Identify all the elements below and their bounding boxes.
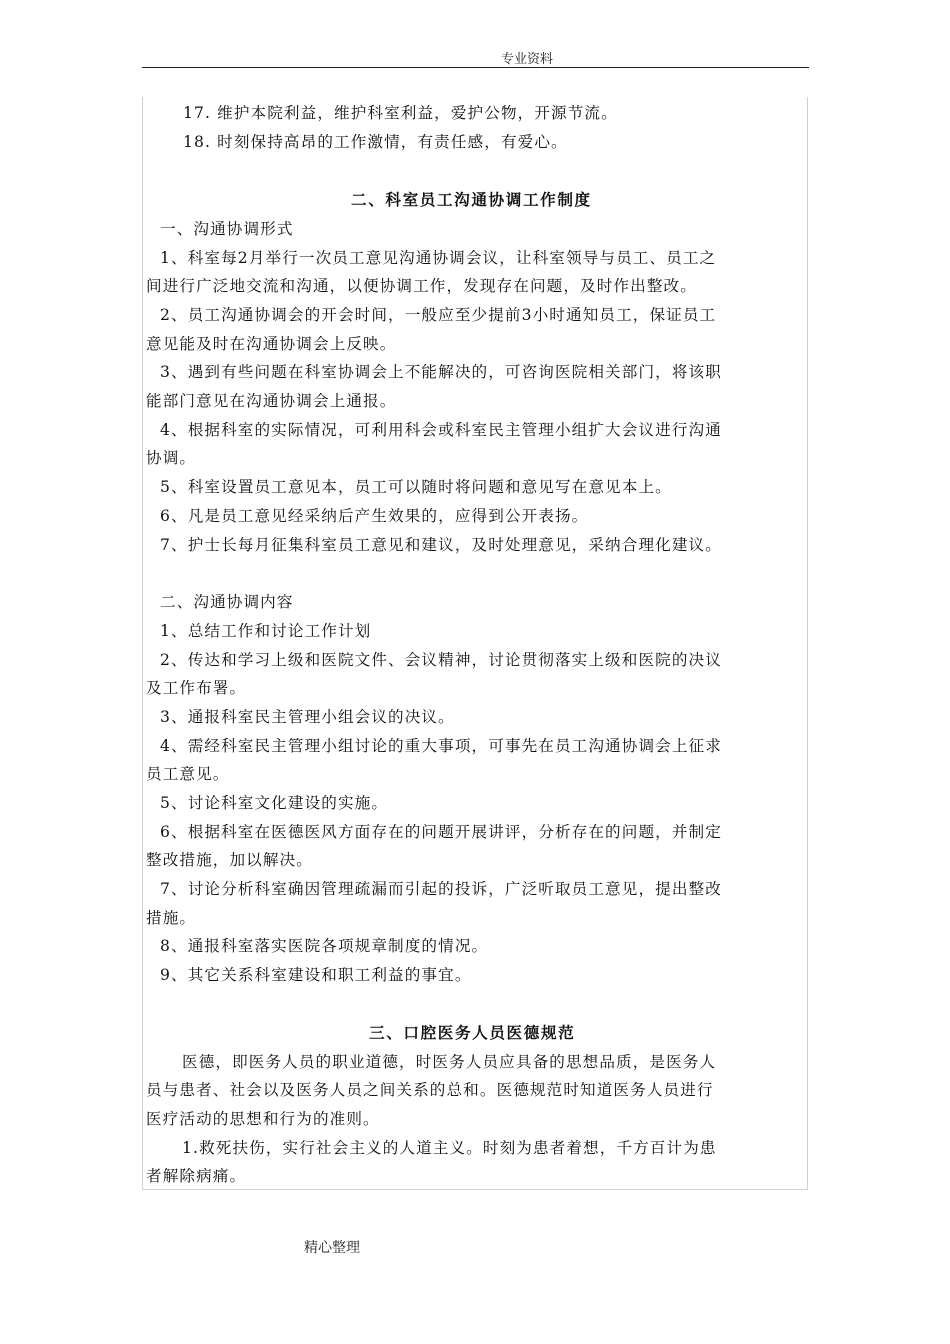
paragraph-line: 6、凡是员工意见经采纳后产生效果的，应得到公开表扬。 [160, 507, 589, 525]
paragraph-line: 7、护士长每月征集科室员工意见和建议，及时处理意见，采纳合理化建议。 [160, 536, 722, 554]
sub-heading: 二、沟通协调内容 [160, 593, 294, 611]
paragraph-line: 及工作布署。 [146, 679, 247, 697]
paragraph-line: 能部门意见在沟通协调会上通报。 [146, 392, 397, 410]
paragraph-line: 3、遇到有些问题在科室协调会上不能解决的，可咨询医院相关部门，将该职 [160, 363, 722, 381]
page-header: 专业资料 [501, 52, 554, 67]
paragraph-line: 1、总结工作和讨论工作计划 [160, 622, 372, 640]
section-heading: 三、口腔医务人员医德规范 [369, 1023, 576, 1042]
paragraph-line: 5、科室设置员工意见本，员工可以随时将问题和意见写在意见本上。 [160, 478, 672, 496]
paragraph-line: 协调。 [146, 449, 197, 467]
rule-line: 17. 维护本院利益，维护科室利益，爱护公物，开源节流。 [183, 104, 618, 122]
paragraph-line: 医疗活动的思想和行为的准则。 [146, 1110, 380, 1128]
paragraph-line: 3、通报科室民主管理小组会议的决议。 [160, 708, 455, 726]
section-heading: 二、科室员工沟通协调工作制度 [351, 190, 592, 209]
page-footer: 精心整理 [304, 1240, 360, 1256]
rule-line: 18. 时刻保持高昂的工作激情，有责任感，有爱心。 [183, 133, 568, 151]
sub-heading: 一、沟通协调形式 [160, 220, 294, 238]
paragraph-line: 7、讨论分析科室确因管理疏漏而引起的投诉，广泛听取员工意见，提出整改 [160, 880, 722, 898]
paragraph-line: 2、传达和学习上级和医院文件、会议精神，讨论贯彻落实上级和医院的决议 [160, 651, 722, 669]
paragraph-line: 1.救死扶伤，实行社会主义的人道主义。时刻为患者着想，千方百计为患 [182, 1139, 717, 1157]
paragraph-line: 意见能及时在沟通协调会上反映。 [146, 335, 397, 353]
paragraph-line: 4、需经科室民主管理小组讨论的重大事项，可事先在员工沟通协调会上征求 [160, 737, 722, 755]
paragraph-line: 8、通报科室落实医院各项规章制度的情况。 [160, 937, 489, 955]
paragraph-line: 2、员工沟通协调会的开会时间，一般应至少提前3小时通知员工，保证员工 [160, 306, 717, 324]
paragraph-line: 1、科室每2月举行一次员工意见沟通协调会议，让科室领导与员工、员工之 [160, 249, 717, 267]
paragraph-line: 5、讨论科室文化建设的实施。 [160, 794, 389, 812]
paragraph-line: 间进行广泛地交流和沟通，以便协调工作，发现存在问题，及时作出整改。 [146, 277, 697, 295]
paragraph-line: 整改措施，加以解决。 [146, 851, 313, 869]
paragraph-line: 医德，即医务人员的职业道德，时医务人员应具备的思想品质，是医务人 [182, 1053, 717, 1071]
paragraph-line: 员工意见。 [146, 765, 230, 783]
header-rule [142, 67, 809, 68]
paragraph-line: 6、根据科室在医德医风方面存在的问题开展讲评，分析存在的问题，并制定 [160, 823, 722, 841]
paragraph-line: 措施。 [146, 909, 197, 927]
paragraph-line: 9、其它关系科室建设和职工利益的事宜。 [160, 966, 472, 984]
paragraph-line: 员与患者、社会以及医务人员之间关系的总和。医德规范时知道医务人员进行 [146, 1081, 714, 1099]
paragraph-line: 者解除病痛。 [146, 1167, 247, 1185]
paragraph-line: 4、根据科室的实际情况，可利用科会或科室民主管理小组扩大会议进行沟通 [160, 421, 722, 439]
